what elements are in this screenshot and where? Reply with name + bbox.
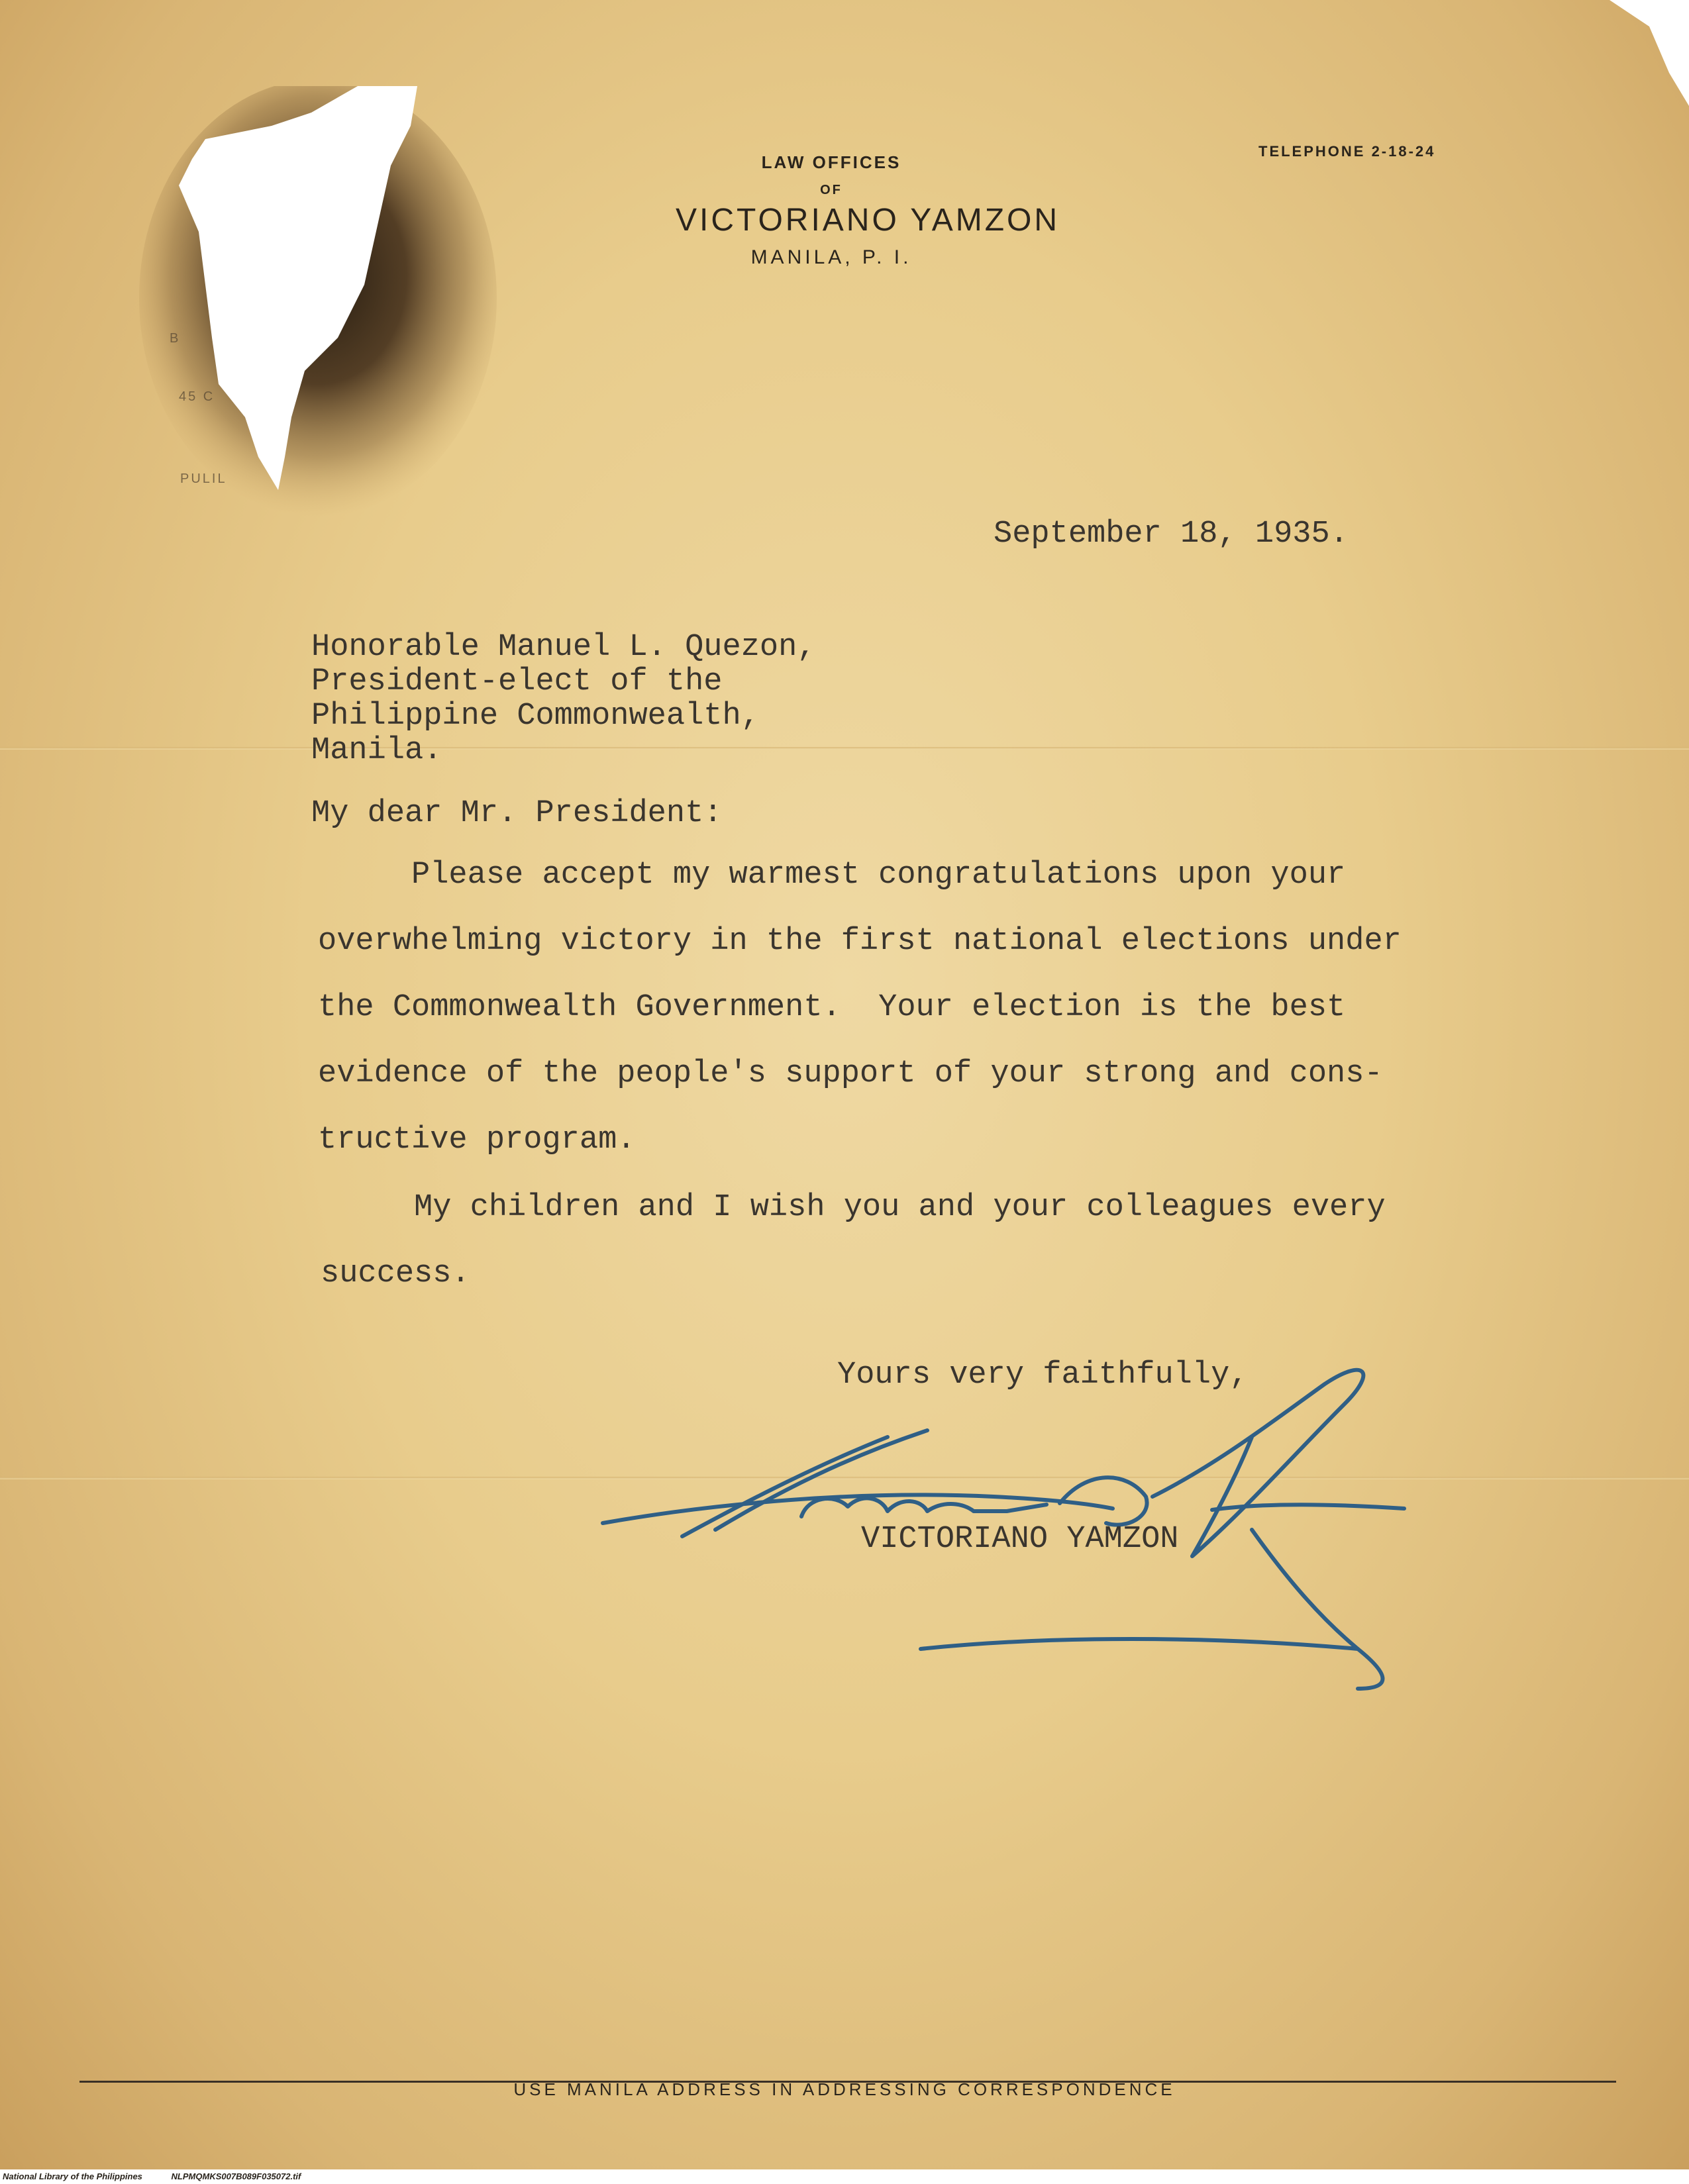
fold-crease (0, 747, 1689, 750)
body-line: the Commonwealth Government. Your election is the best (318, 990, 1346, 1025)
burn-hole (139, 86, 510, 536)
recipient-line: President-elect of the (311, 664, 723, 699)
archive-file: NLPMQMKS007B089F035072.tif (171, 2171, 301, 2181)
letter-date: September 18, 1935. (994, 517, 1349, 552)
branch-fragment: PULIL (180, 472, 227, 486)
torn-corner (1570, 0, 1689, 106)
body-line: tructive program. (318, 1122, 636, 1158)
letterhead-line2: OF (820, 183, 843, 197)
signatory-name: VICTORIANO YAMZON (861, 1522, 1179, 1557)
archive-library: National Library of the Philippines (3, 2171, 142, 2181)
body-line: Please accept my warmest congratulations upon your (318, 858, 1346, 893)
body-line: evidence of the people's support of your strong and cons- (318, 1056, 1383, 1091)
closing: Yours very faithfully, (837, 1358, 1249, 1393)
footer-note: USE MANILA ADDRESS IN ADDRESSING CORRESPONDENCE (513, 2079, 1176, 2099)
letterhead-telephone: TELEPHONE 2-18-24 (1258, 143, 1436, 160)
recipient-line: Philippine Commonwealth, (311, 699, 760, 734)
branch-fragment: B (170, 331, 181, 346)
archive-strip (0, 2169, 1689, 2184)
branch-fragment: 45 C (179, 389, 215, 404)
body-line: My children and I wish you and your colleagues every (321, 1190, 1386, 1225)
recipient-line: Honorable Manuel L. Quezon, (311, 630, 816, 665)
recipient-line: Manila. (311, 733, 442, 768)
letterhead-line1: LAW OFFICES (761, 152, 901, 172)
letterhead-name: VICTORIANO YAMZON (675, 203, 1060, 238)
letterhead-city: MANILA, P. I. (750, 246, 912, 268)
body-line: success. (321, 1256, 470, 1291)
salutation: My dear Mr. President: (311, 796, 723, 831)
body-line: overwhelming victory in the first national elections under (318, 924, 1402, 959)
